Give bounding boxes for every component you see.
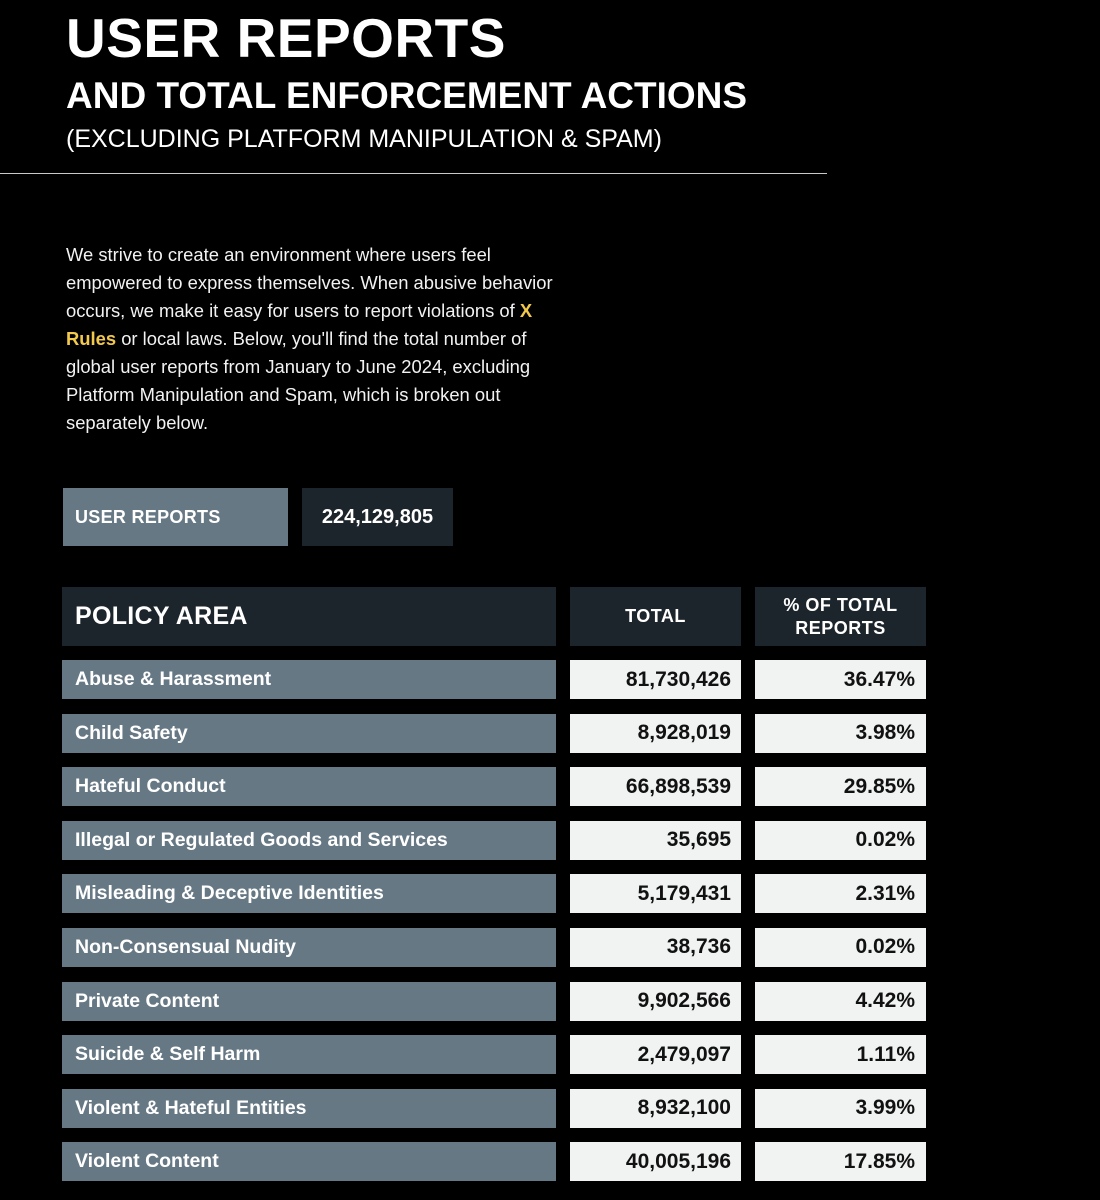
policy-name-cell: Hateful Conduct — [62, 767, 556, 806]
page-title: USER REPORTS — [66, 7, 506, 69]
total-cell: 66,898,539 — [570, 767, 741, 806]
page-subtitle-note: (EXCLUDING PLATFORM MANIPULATION & SPAM) — [66, 125, 662, 153]
policy-name-cell: Abuse & Harassment — [62, 660, 556, 699]
percent-cell: 4.42% — [755, 982, 926, 1021]
total-header: TOTAL — [570, 587, 741, 646]
table-row — [0, 660, 1100, 699]
percent-cell: 0.02% — [755, 928, 926, 967]
percent-cell: 3.98% — [755, 714, 926, 753]
table-row — [0, 714, 1100, 753]
header-divider — [0, 173, 827, 174]
policy-name-cell: Private Content — [62, 982, 556, 1021]
policy-name-cell: Misleading & Deceptive Identities — [62, 874, 556, 913]
total-cell: 8,932,100 — [570, 1089, 741, 1128]
table-row — [0, 1035, 1100, 1074]
policy-name-cell: Child Safety — [62, 714, 556, 753]
user-reports-label: USER REPORTS — [63, 488, 288, 546]
percent-cell: 36.47% — [755, 660, 926, 699]
table-row — [0, 1089, 1100, 1128]
intro-paragraph — [66, 241, 556, 437]
policy-name-cell: Violent & Hateful Entities — [62, 1089, 556, 1128]
percent-cell: 3.99% — [755, 1089, 926, 1128]
percent-header: % OF TOTAL REPORTS — [755, 587, 926, 646]
policy-name-cell: Suicide & Self Harm — [62, 1035, 556, 1074]
total-cell: 2,479,097 — [570, 1035, 741, 1074]
total-cell: 40,005,196 — [570, 1142, 741, 1181]
table-row — [0, 1142, 1100, 1181]
user-reports-value: 224,129,805 — [302, 488, 453, 546]
percent-cell: 17.85% — [755, 1142, 926, 1181]
total-cell: 9,902,566 — [570, 982, 741, 1021]
total-cell: 8,928,019 — [570, 714, 741, 753]
policy-name-cell: Violent Content — [62, 1142, 556, 1181]
percent-cell: 29.85% — [755, 767, 926, 806]
table-row — [0, 928, 1100, 967]
total-cell: 5,179,431 — [570, 874, 741, 913]
policy-area-header: POLICY AREA — [62, 587, 556, 646]
table-row — [0, 821, 1100, 860]
x-rules-link[interactable]: X Rules — [66, 300, 533, 350]
policy-name-cell: Non-Consensual Nudity — [62, 928, 556, 967]
total-cell: 38,736 — [570, 928, 741, 967]
policy-name-cell: Illegal or Regulated Goods and Services — [62, 821, 556, 860]
percent-cell: 1.11% — [755, 1035, 926, 1074]
table-row — [0, 874, 1100, 913]
policy-table-body — [0, 660, 1100, 1196]
intro-text-after: or local laws. Below, you'll find the total number of global user reports from January to June 2024, excluding Platform Manipulation and Spam, which is broken out separately below. — [66, 328, 531, 434]
percent-cell: 2.31% — [755, 874, 926, 913]
percent-cell: 0.02% — [755, 821, 926, 860]
page-subtitle: AND TOTAL ENFORCEMENT ACTIONS — [66, 75, 748, 116]
total-cell: 35,695 — [570, 821, 741, 860]
intro-text-before: We strive to create an environment where users feel empowered to express themselves. When abusive behavior occurs, we make it easy for users to report violations of — [66, 244, 553, 322]
total-cell: 81,730,426 — [570, 660, 741, 699]
table-row — [0, 982, 1100, 1021]
table-row — [0, 767, 1100, 806]
